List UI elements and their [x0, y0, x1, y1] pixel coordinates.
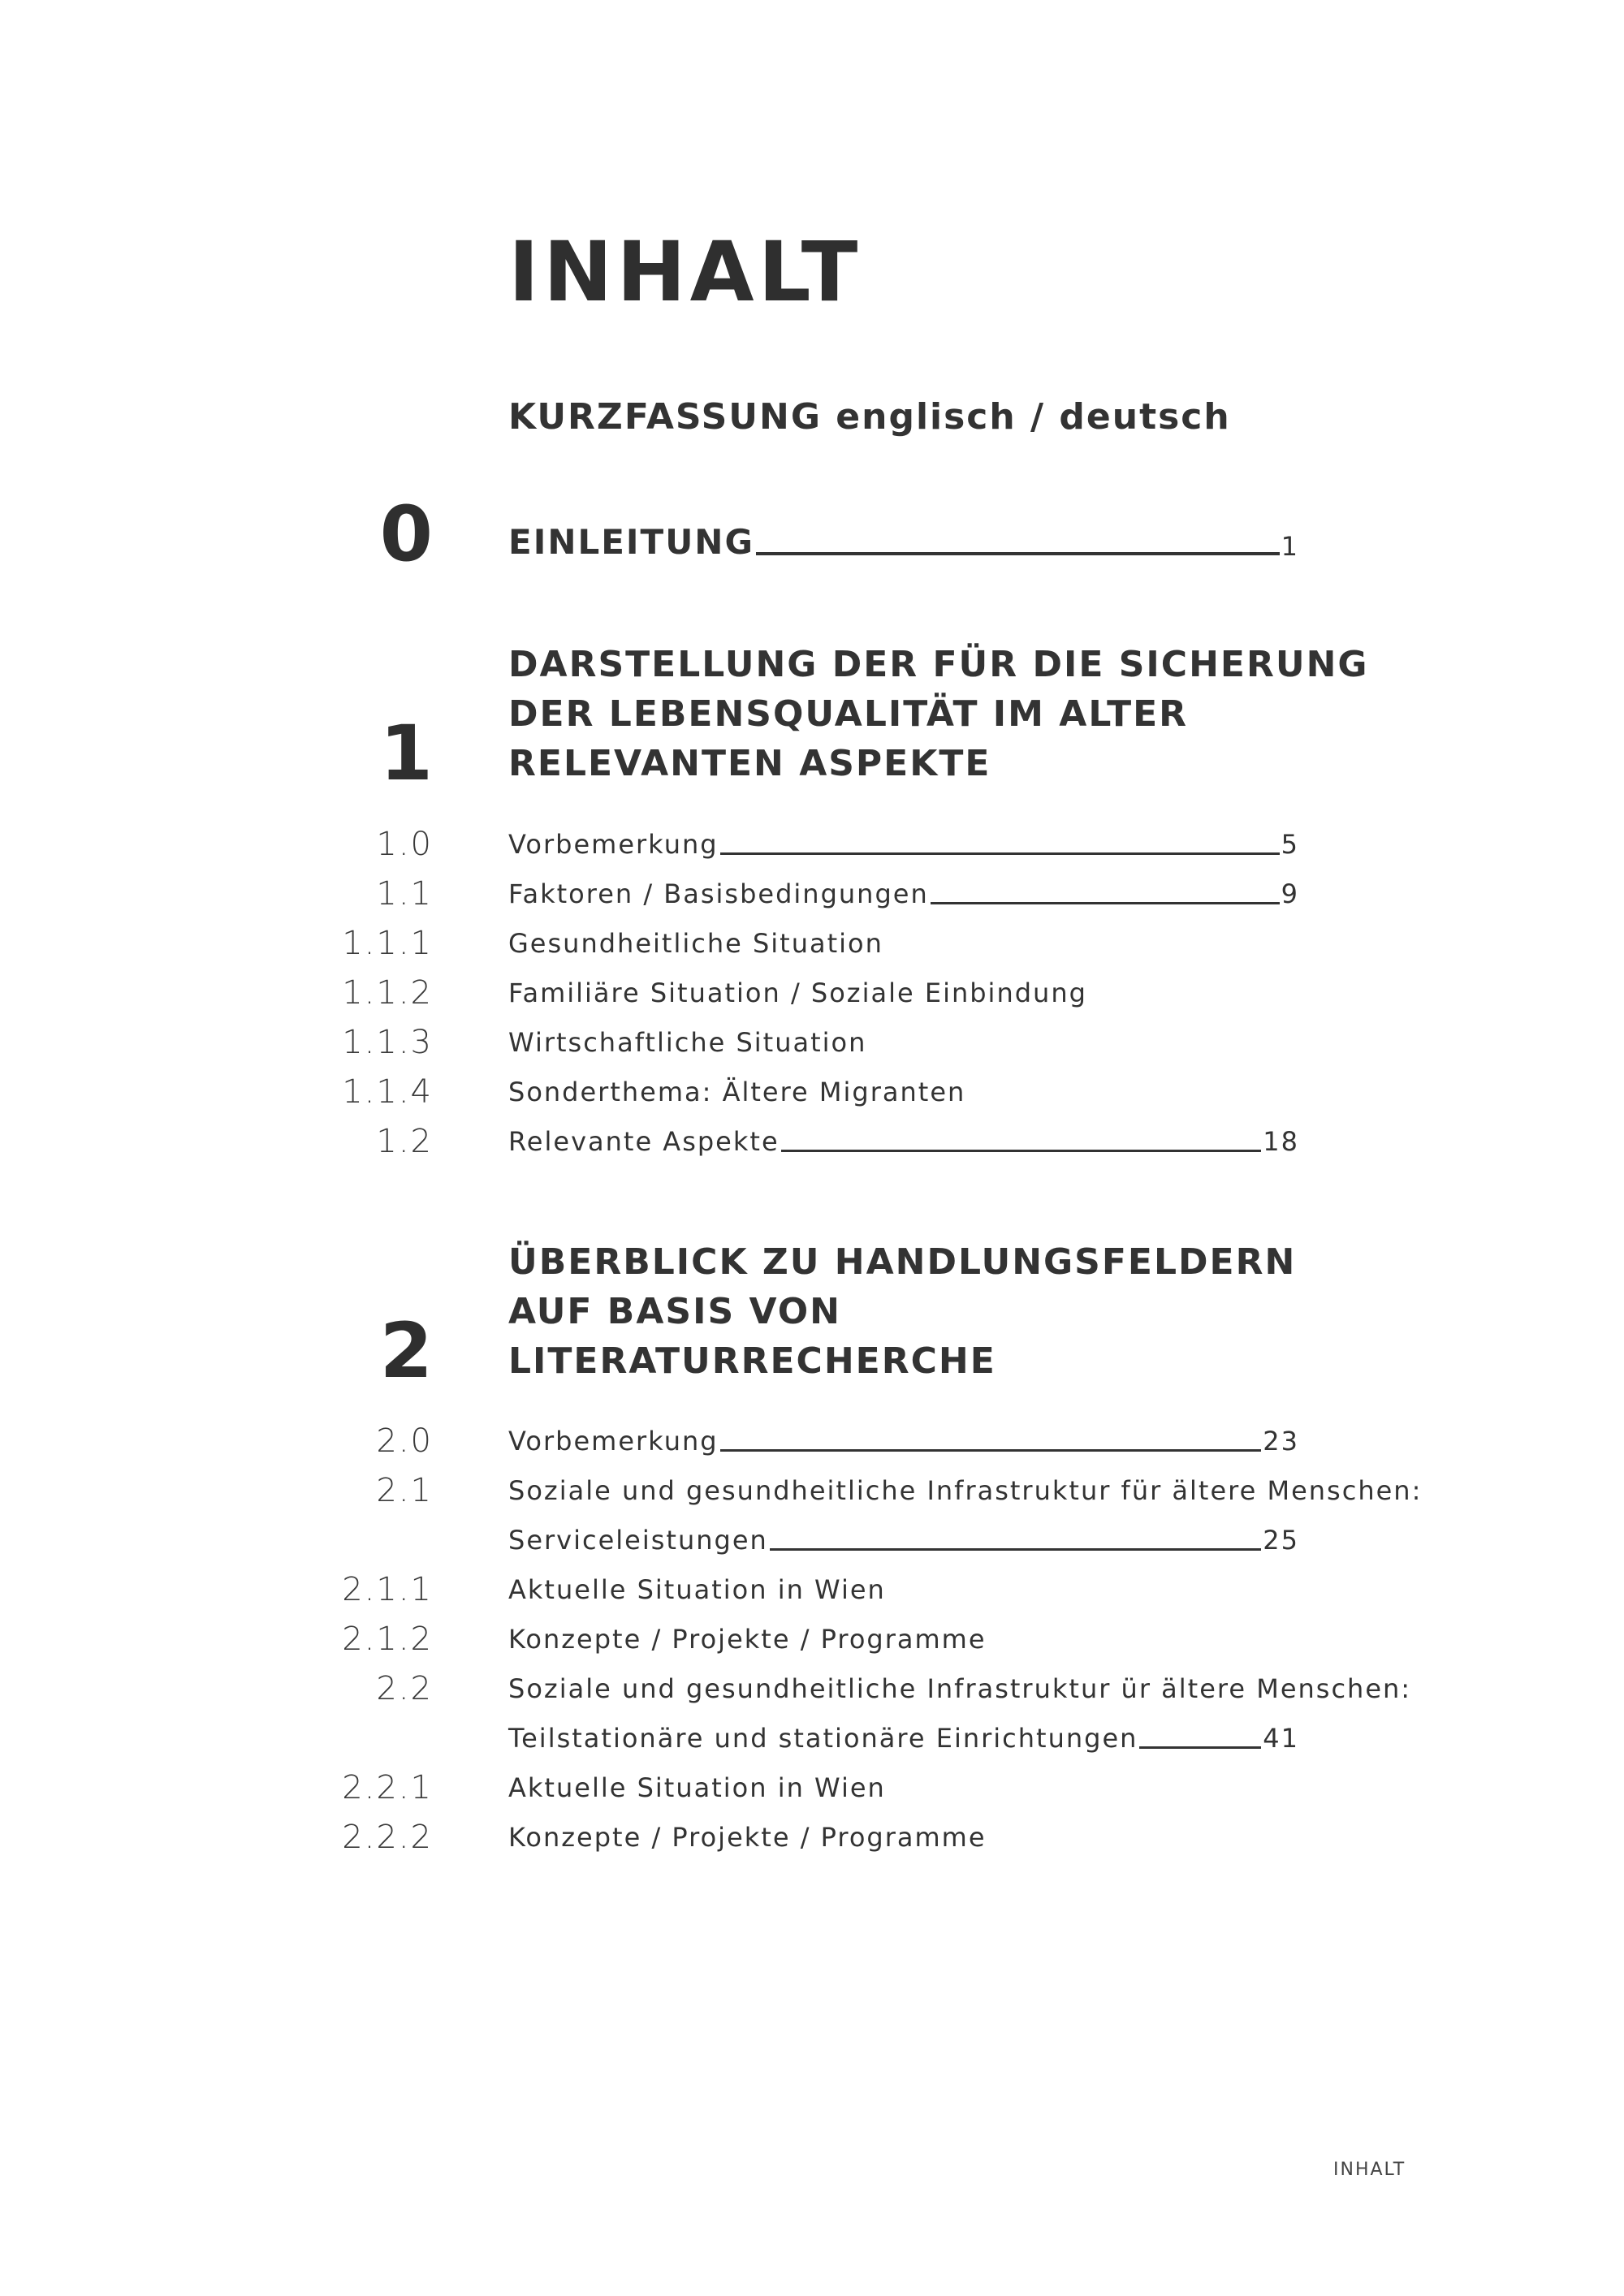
section-label: Sonderthema: Ältere Migranten	[508, 1077, 966, 1107]
toc-entry-2-2-2[interactable]	[0, 1819, 1624, 1859]
dot-leader	[720, 852, 1280, 855]
section-label: Familiäre Situation / Soziale Einbindung	[508, 978, 1087, 1008]
section-number: 1.1.2	[342, 974, 433, 1012]
section-label: Vorbemerkung	[508, 1426, 719, 1457]
section-label: Aktuelle Situation in Wien	[508, 1574, 886, 1605]
summary-heading: KURZFASSUNG englisch / deutsch	[508, 396, 1231, 438]
section-label: Gesundheitliche Situation	[508, 928, 883, 959]
chapter-2-number: 2	[379, 1307, 433, 1396]
section-label: Vorbemerkung	[508, 829, 719, 860]
section-page: 23	[1263, 1426, 1299, 1457]
toc-entry-2-1-cont[interactable]	[0, 1521, 1624, 1562]
section-page: 41	[1263, 1723, 1299, 1754]
dot-leader	[720, 1449, 1262, 1452]
dot-leader	[781, 1150, 1262, 1152]
section-number: 1.0	[376, 826, 433, 863]
section-number: 1.2	[376, 1123, 433, 1160]
toc-entry-2-1-1[interactable]	[0, 1571, 1624, 1612]
section-label: Teilstationäre und stationäre Einrichtungen	[508, 1723, 1138, 1754]
section-page: 25	[1263, 1525, 1299, 1556]
chapter-1-heading: DARSTELLUNG DER FÜR DIE SICHERUNG DER LEBENSQUALITÄT IM ALTER RELEVANTEN ASPEKTE	[508, 644, 1369, 784]
section-label: Wirtschaftliche Situation	[508, 1027, 867, 1058]
toc-entry-2-1-2[interactable]	[0, 1621, 1624, 1661]
chapter-0-page: 1	[1281, 531, 1299, 562]
dot-leader	[756, 552, 1280, 555]
toc-entry-1-1-2[interactable]	[0, 974, 1624, 1015]
section-number: 2.1.1	[342, 1571, 433, 1608]
toc-entry-2-0[interactable]	[0, 1422, 1624, 1463]
dot-leader	[1139, 1746, 1261, 1749]
toc-entry-chapter-0[interactable]	[0, 522, 1624, 563]
dot-leader	[770, 1548, 1261, 1551]
section-label: Relevante Aspekte	[508, 1126, 780, 1157]
section-number: 2.1.2	[342, 1621, 433, 1658]
section-number: 1.1.3	[342, 1024, 433, 1061]
section-number: 2.2.1	[342, 1769, 433, 1806]
section-number: 2.0	[376, 1422, 433, 1460]
running-footer: INHALT	[1333, 2160, 1406, 2180]
section-page: 5	[1281, 829, 1299, 860]
section-number: 1.1	[376, 875, 433, 913]
section-label: Konzepte / Projekte / Programme	[508, 1822, 987, 1853]
section-label: Soziale und gesundheitliche Infrastruktur ür ältere Menschen:	[508, 1673, 1412, 1704]
toc-entry-1-2[interactable]	[0, 1123, 1624, 1163]
section-page: 9	[1281, 878, 1299, 909]
section-label: Faktoren / Basisbedingungen	[508, 878, 929, 909]
section-number: 2.1	[376, 1472, 433, 1509]
chapter-0-label: EINLEITUNG	[508, 522, 754, 562]
chapter-1-number: 1	[379, 710, 433, 798]
toc-entry-1-1-4[interactable]	[0, 1073, 1624, 1114]
section-label: Konzepte / Projekte / Programme	[508, 1624, 987, 1655]
section-label: Aktuelle Situation in Wien	[508, 1772, 886, 1803]
chapter-2-heading: ÜBERBLICK ZU HANDLUNGSFELDERN AUF BASIS VON LITERATURRECHERCHE	[508, 1241, 1297, 1382]
section-number: 2.2.2	[342, 1819, 433, 1856]
toc-entry-2-2[interactable]	[0, 1670, 1624, 1711]
section-number: 2.2	[376, 1670, 433, 1707]
section-number: 1.1.4	[342, 1073, 433, 1111]
chapter-0-number: 0	[379, 490, 433, 579]
toc-entry-1-0[interactable]	[0, 826, 1624, 866]
toc-entry-2-2-1[interactable]	[0, 1769, 1624, 1810]
page-title: INHALT	[508, 224, 862, 321]
toc-entry-1-1-1[interactable]	[0, 925, 1624, 965]
section-number: 1.1.1	[342, 925, 433, 962]
toc-entry-2-1[interactable]	[0, 1472, 1624, 1513]
section-page: 18	[1263, 1126, 1299, 1157]
dot-leader	[931, 902, 1280, 904]
toc-entry-1-1[interactable]	[0, 875, 1624, 916]
toc-entry-2-2-cont[interactable]	[0, 1720, 1624, 1760]
section-label: Serviceleistungen	[508, 1525, 768, 1556]
section-label: Soziale und gesundheitliche Infrastruktur für ältere Menschen:	[508, 1475, 1423, 1506]
toc-entry-1-1-3[interactable]	[0, 1024, 1624, 1064]
